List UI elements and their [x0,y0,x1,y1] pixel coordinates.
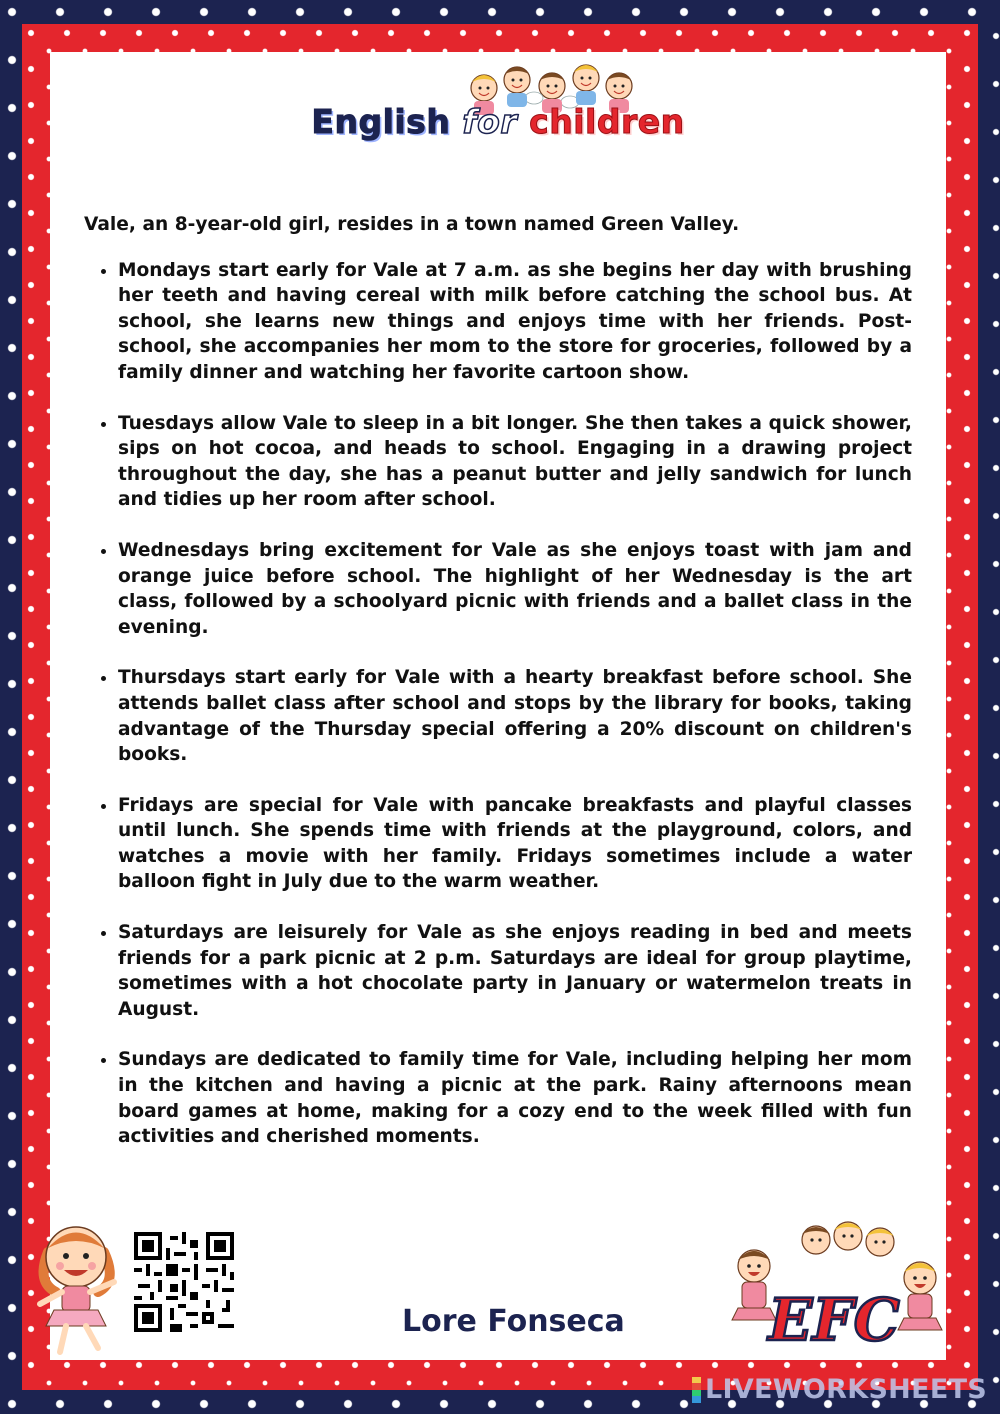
logo-word-children: children [529,102,685,141]
author-name: Lore Fonseca [402,1304,625,1339]
list-item-wednesday: • Wednesdays bring excitement for Vale as she enjoys toast with jam and orange juice before school. The highlight of her Wednesday is the art class, followed by a schoolyard picnic with friends and a ballet class in the evening. [118,538,912,640]
list-item-monday: • Mondays start early for Vale at 7 a.m. as she begins her day with brushing her teeth and having cereal with milk before catching the school bus. At school, she learns new things and enjoys time with her friends. Post-school, she accompanies her mom to the store for groceries, followed by a family dinner and watching her favorite cartoon show. [118,258,912,386]
list-item-thursday: • Thursdays start early for Vale with a hearty breakfast before school. She attends ballet class after school and stops by the library for books, taking advantage of the Thursday special offering a 20% discount on children's books. [118,665,912,767]
worksheet-page [50,52,946,1360]
list-item-sunday: • Sundays are dedicated to family time for Vale, including helping her mom in the kitchen and having a picnic at the park. Rainy afternoons mean board games at home, making for a cozy end to the week filled with fun activities and cherished moments. [118,1047,912,1149]
liveworksheets-logo-icon [692,1377,701,1403]
liveworksheets-watermark [692,1374,987,1405]
english-for-children-logo [50,102,946,141]
qr-code[interactable] [134,1232,234,1332]
logo-word-for: for [462,102,518,141]
list-item-saturday: • Saturdays are leisurely for Vale as she enjoys reading in bed and meets friends for a park picnic at 2 p.m. Saturdays are ideal for group playtime, sometimes with a hot chocolate party in January or watermelon treats in August. [118,920,912,1022]
watermark-text: LIVEWORKSHEETS [705,1374,988,1405]
efc-kids-logo [698,1220,948,1360]
story-text [84,212,912,1175]
efc-letters: EFC [768,1286,900,1354]
logo-word-english: English [311,102,451,141]
list-item-friday: • Fridays are special for Vale with pancake breakfasts and playful classes until lunch. She spends time with friends at the playground, colors, and watches a movie with her family. Fridays sometimes include a water balloon fight in July due to the warm weather. [118,793,912,895]
weekday-list [84,258,912,1150]
intro-sentence: Vale, an 8-year-old girl, resides in a town named Green Valley. [84,214,740,235]
list-item-tuesday: • Tuesdays allow Vale to sleep in a bit longer. She then takes a quick shower, sips on hot cocoa, and heads to school. Engaging in a drawing project throughout the day, she has a peanut butter and jelly sandwich for lunch and tidies up her room after school. [118,411,912,513]
girl-illustration [26,1212,146,1362]
